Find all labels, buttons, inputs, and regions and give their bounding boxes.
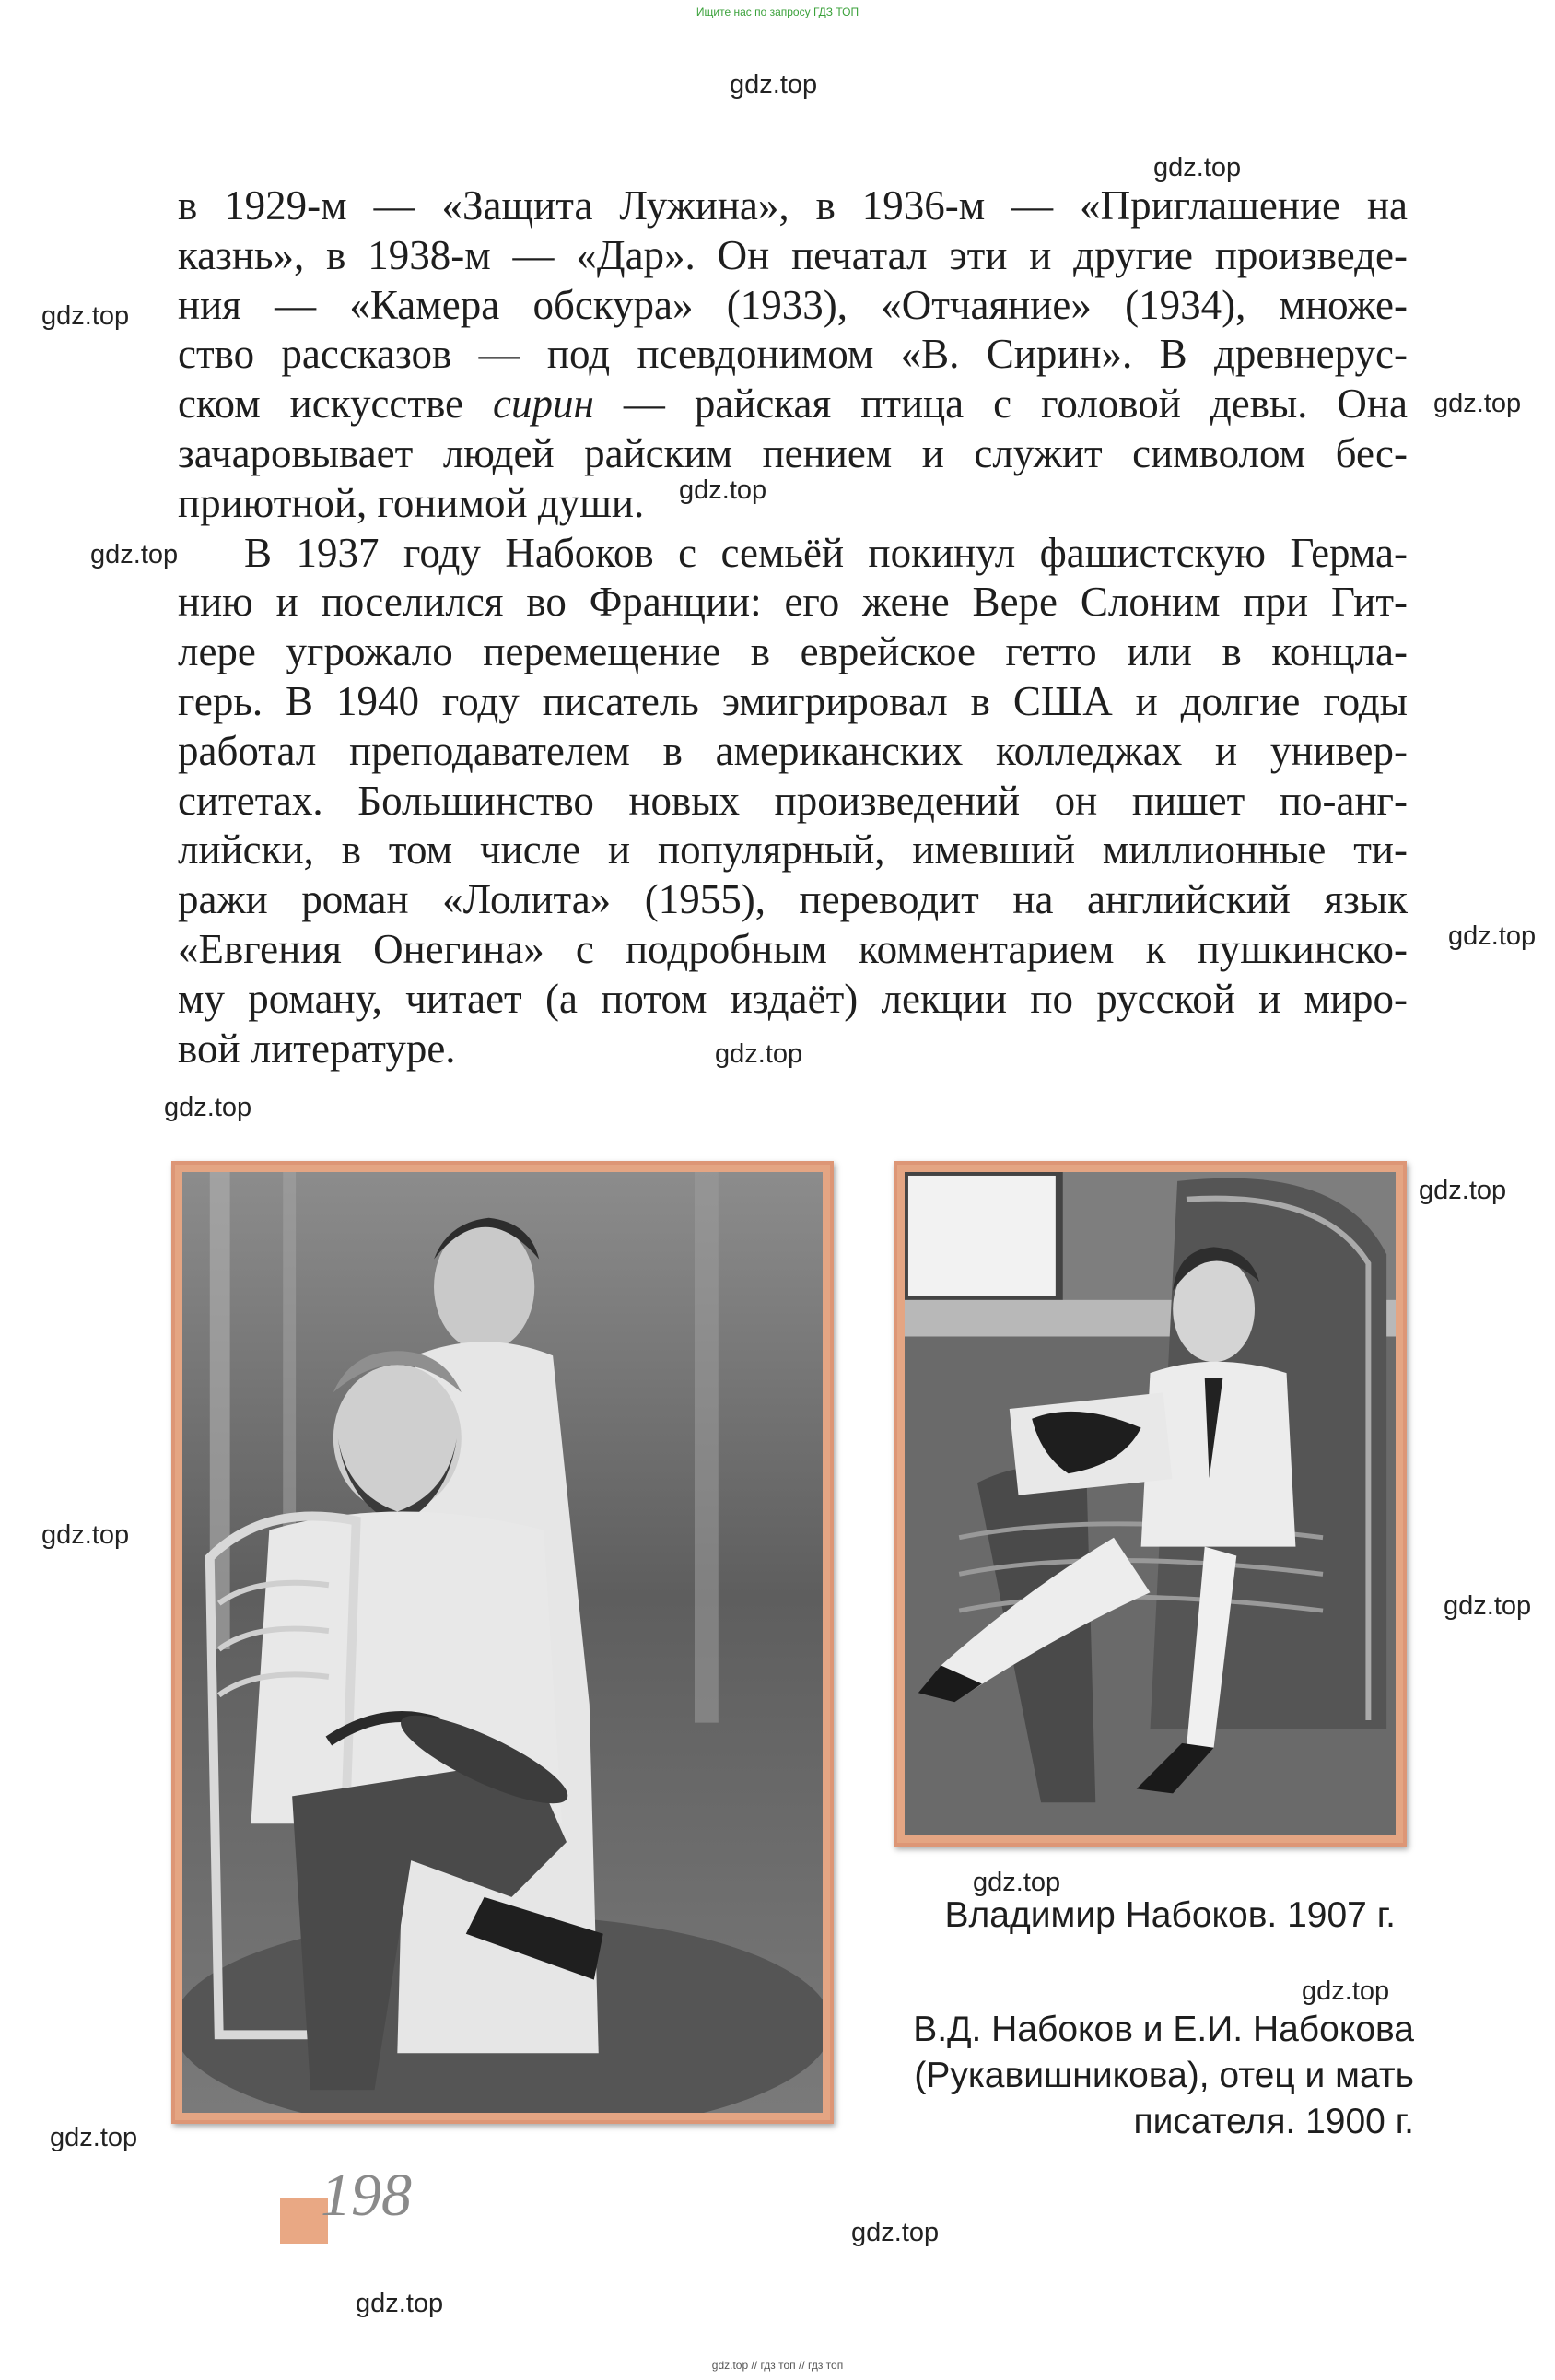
watermark: gdz.top — [164, 1093, 252, 1122]
photo-boy-frame — [894, 1161, 1407, 1847]
watermark: gdz.top — [851, 2218, 940, 2247]
text-line: ство рассказов — под псевдонимом «В. Сирин». В древнерус- — [178, 331, 1408, 378]
text-line: нию и поселился во Франции: его жене Вере Слоним при Гит- — [178, 579, 1408, 626]
watermark: gdz.top — [679, 475, 767, 505]
watermark: gdz.top — [730, 70, 818, 100]
watermark: gdz.top — [1153, 153, 1242, 182]
caption-line: (Рукавишникова), отец и мать — [914, 2056, 1414, 2095]
photo-parents — [182, 1172, 823, 2113]
caption-boy — [884, 1893, 1396, 1939]
photo-boy — [905, 1172, 1396, 1835]
text-line: зачаровывает людей райским пением и служит символом бес- — [178, 429, 1408, 476]
watermark: gdz.top — [1433, 389, 1522, 418]
caption-line: писателя. 1900 г. — [1133, 2102, 1414, 2141]
bottom-banner[interactable]: gdz.top // гдз топ // гдз топ — [711, 2359, 844, 2372]
text-run: — райская птица с головой девы. Она — [593, 381, 1408, 428]
watermark: gdz.top — [90, 540, 179, 569]
top-banner[interactable]: Ищите нас по запросу ГДЗ ТОП — [696, 6, 859, 18]
text-line: приютной, гонимой души. — [178, 479, 645, 526]
watermark: gdz.top — [1444, 1591, 1532, 1621]
photo-parents-frame — [171, 1161, 834, 2124]
watermark: gdz.top — [1419, 1176, 1507, 1205]
text-line: вой литературе. — [178, 1025, 456, 1072]
text-line: ния — «Камера обскура» (1933), «Отчаяние» (1934), множе- — [178, 281, 1408, 328]
watermark: gdz.top — [1302, 1976, 1390, 2006]
italic-term: сирин — [493, 381, 594, 428]
text-line: лере угрожало перемещение в еврейское гетто или в концла- — [178, 628, 1408, 675]
watermark: gdz.top — [41, 301, 130, 331]
page-number: 198 — [321, 2162, 412, 2229]
watermark: gdz.top — [356, 2289, 444, 2318]
text-line: герь. В 1940 году писатель эмигрировал в США и долгие годы — [178, 677, 1408, 724]
text-line: му роману, читает (а потом издаёт) лекции по русской и миро- — [178, 975, 1408, 1022]
body-text — [178, 182, 1408, 1073]
text-line: «Евгения Онегина» с подробным комментарием к пушкинско- — [178, 925, 1408, 972]
caption-line: В.Д. Набоков и Е.И. Набокова — [913, 2010, 1414, 2049]
text-line: В 1937 году Набоков с семьёй покинул фашистскую Герма- — [244, 529, 1408, 576]
text-line: в 1929-м — «Защита Лужина», в 1936-м — «Приглашение на — [178, 182, 1408, 229]
watermark: gdz.top — [50, 2123, 138, 2152]
text-line: ражи роман «Лолита» (1955), переводит на английский язык — [178, 876, 1408, 923]
caption-parents — [866, 2007, 1414, 2145]
text-line: лийски, в том числе и популярный, имевший миллионные ти- — [178, 827, 1408, 873]
text-line: работал преподавателем в американских колледжах и универ- — [178, 727, 1408, 774]
watermark: gdz.top — [715, 1039, 803, 1069]
text-run: ском искусстве — [178, 381, 494, 428]
watermark: gdz.top — [1448, 921, 1537, 951]
watermark: gdz.top — [41, 1520, 130, 1550]
caption-line: Владимир Набоков. 1907 г. — [944, 1895, 1396, 1935]
text-line: ситетах. Большинство новых произведений он пишет по-анг- — [178, 777, 1408, 824]
text-line: казнь», в 1938-м — «Дар». Он печатал эти и другие произведе- — [178, 231, 1408, 278]
text-line — [178, 380, 1408, 429]
watermark: gdz.top — [973, 1868, 1061, 1897]
